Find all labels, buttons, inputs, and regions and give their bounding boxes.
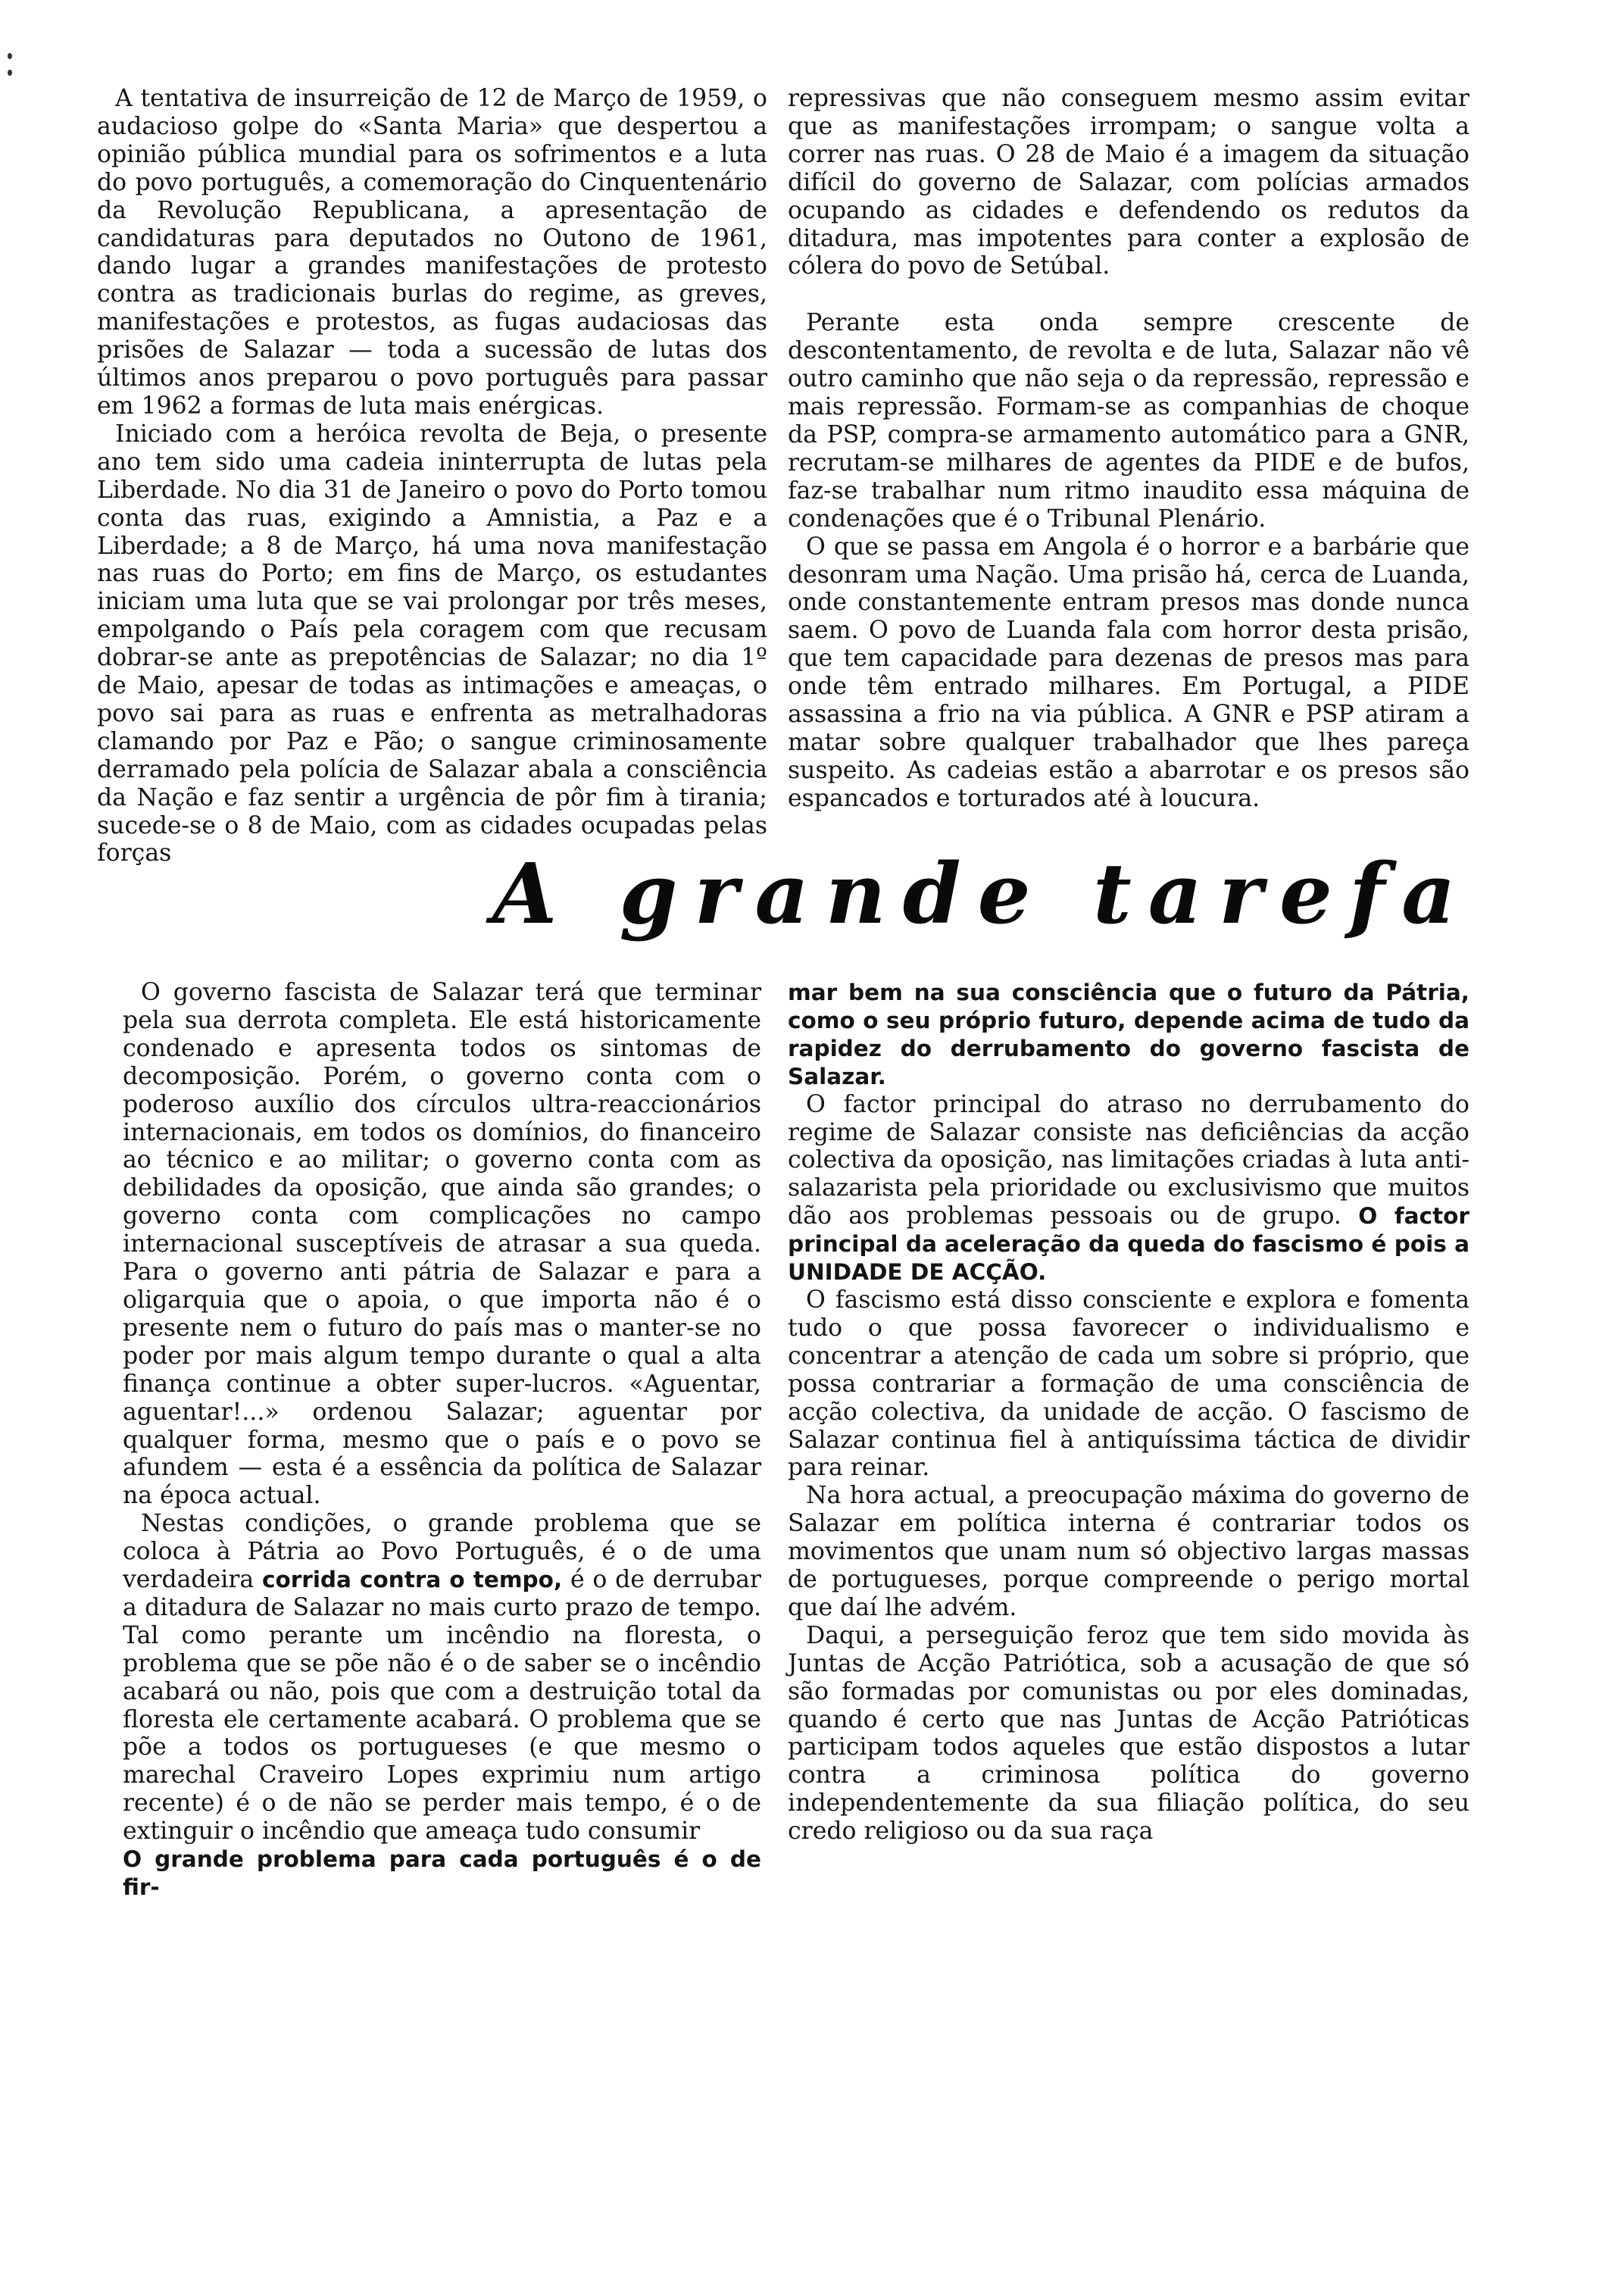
emphasis-paragraph: O grande problema para cada português é o de fir-: [123, 1846, 761, 1900]
paragraph: repressivas que não conseguem mesmo assim evitar que as manifestações irrompam; o sangue volta a correr nas ruas. O 28 de Maio é a imagem da situação difícil do governo de Salazar, com polícias armados ocupando as cidades e defendendo os redutos da ditadura, mas impotentes para conter a explosão de cólera do povo de Setúbal.: [788, 85, 1469, 280]
emphasis-text: O factor principal da aceleração da queda do fascismo é pois a UNIDADE DE ACÇÃO.: [788, 1203, 1469, 1286]
paragraph: [123, 1510, 761, 1846]
emphasis-paragraph: mar bem na sua consciência que o futuro da Pátria, como o seu próprio futuro, depende acima de tudo da rapidez do derrubamento do governo fascista de Salazar.: [788, 980, 1469, 1089]
paragraph: O fascismo está disso consciente e explora e fomenta tudo o que possa favorecer o individualismo e concentrar a atenção de cada um sobre si próprio, que possa contrariar a formação de uma consciência de acção colectiva, da unidade de acção. O fascismo de Salazar continua fiel à antiquíssima táctica de dividir para reinar.: [788, 1286, 1469, 1482]
paragraph: Iniciado com a heróica revolta de Beja, o presente ano tem sido uma cadeia ininterrupta de lutas pela Liberdade. No dia 31 de Janeiro o povo do Porto tomou conta das ruas, exigindo a Amnistia, a Paz e a Liberdade; a 8 de Março, há uma nova manifestação nas ruas do Porto; em fins de Março, os estudantes iniciam uma luta que se vai prolongar por três meses, empolgando o País pela coragem com que recusam dobrar-se ante as prepotências de Salazar; no dia 1º de Maio, apesar de todas as intimações e ameaças, o povo sai para as ruas e enfrenta as metralhadoras clamando por Paz e Pão; o sangue criminosamente derramado pela polícia de Salazar abala a consciência da Nação e faz sentir a urgência de pôr fim à tirania; sucede-se o 8 de Maio, com as cidades ocupadas pelas forças: [97, 420, 767, 867]
emphasis-text: corrida contra o tempo,: [261, 1567, 563, 1593]
paragraph: [788, 1091, 1469, 1286]
top-left-column: [97, 85, 767, 867]
paragraph: Daqui, a perseguição feroz que tem sido movida às Juntas de Acção Patriótica, sob a acusação de que só são formadas por comunistas ou por eles dominadas, quando é certo que nas Juntas de Acção Patrióticas participam todos aqueles que estão dispostos a lutar contra a criminosa política do governo independentemente da sua filiação política, do seu credo religioso ou da sua raça: [788, 1621, 1469, 1846]
paragraph-text: Nestas condições, o grande problema que se coloca à Pátria ao Povo Português, é o de uma verdadeira: [123, 1510, 761, 1594]
paragraph: O governo fascista de Salazar terá que terminar pela sua derrota completa. Ele está historicamente condenado e apresenta todos os sintomas de decomposição. Porém, o governo conta com o poderoso auxílio dos círculos ultra-reaccionários internacionais, em todos os domínios, do financeiro ao técnico e ao militar; o governo conta com as debilidades da oposição, que ainda são grandes; o governo conta com complicações no campo internacional susceptíveis de atrasar a sua queda. Para o governo anti pátria de Salazar e para a oligarquia que o apoia, o que importa não é o presente nem o futuro do país mas o manter-se no poder por mais algum tempo durante o qual a alta finança continue a obter super-lucros. «Aguentar, aguentar!...» ordenou Salazar; aguentar por qualquer forma, mesmo que o país e o povo se afundem — esta é a essência da política de Salazar na época actual.: [123, 979, 761, 1510]
paragraph: Na hora actual, a preocupação máxima do governo de Salazar em política interna é contrariar todos os movimentos que unam num só objectivo largas massas de portugueses, porque compreende o perigo mortal que daí lhe advém.: [788, 1482, 1469, 1621]
paragraph: A tentativa de insurreição de 12 de Março de 1959, o audacioso golpe do «Santa Maria» que despertou a opinião pública mundial para os sofrimentos e a luta do povo português, a comemoração do Cinquentenário da Revolução Republicana, a apresentação de candidaturas para deputados no Outono de 1961, dando lugar a grandes manifestações de protesto contra as tradicionais burlas do regime, as greves, manifestações e protestos, as fugas audaciosas das prisões de Salazar — toda a sucessão de lutas dos últimos anos preparou o povo português para passar em 1962 a formas de luta mais enérgicas.: [97, 85, 767, 420]
paragraph-text: O factor principal do atraso no derrubamento do regime de Salazar consiste nas deficiências da acção colectiva da oposição, nas limitações criadas à luta anti-salazarista pela prioridade ou exclusivismo que muitos dão aos problemas pessoais ou de grupo.: [788, 1090, 1469, 1230]
bottom-left-column: [123, 979, 761, 1902]
article-headline: A grande tarefa: [492, 845, 1473, 942]
scan-speck: [8, 70, 12, 76]
top-right-column: [788, 85, 1469, 813]
scan-speck: [8, 53, 12, 59]
bottom-right-column: [788, 979, 1469, 1846]
paragraph: O que se passa em Angola é o horror e a barbárie que desonram uma Nação. Uma prisão há, cerca de Luanda, onde constantemente entram presos mas donde nunca saem. O povo de Luanda fala com horror desta prisão, que tem capacidade para dezenas de presos mas para onde têm entrado milhares. Em Portugal, a PIDE assassina a frio na via pública. A GNR e PSP atiram a matar sobre qualquer trabalhador que lhes pareça suspeito. As cadeias estão a abarrotar e os presos são espancados e torturados até à loucura.: [788, 533, 1469, 812]
paragraph-text: é o de derrubar a ditadura de Salazar no mais curto prazo de tempo. Tal como perante um incêndio na floresta, o problema que se põe não é o de saber se o incêndio acabará ou não, pois que com a destruição total da floresta ele certamente acabará. O problema que se põe a todos os portugueses (e que mesmo o marechal Craveiro Lopes exprimiu num artigo recente) é o de não se perder mais tempo, é o de extinguir o incêndio que ameaça tudo consumir: [123, 1566, 761, 1846]
paragraph: Perante esta onda sempre crescente de descontentamento, de revolta e de luta, Salazar não vê outro caminho que não seja o da repressão, repressão e mais repressão. Formam-se as companhias de choque da PSP, compra-se armamento automático para a GNR, recrutam-se milhares de agentes da PIDE e de bufos, faz-se trabalhar num ritmo inaudito essa máquina de condenações que é o Tribunal Plenário.: [788, 309, 1469, 533]
